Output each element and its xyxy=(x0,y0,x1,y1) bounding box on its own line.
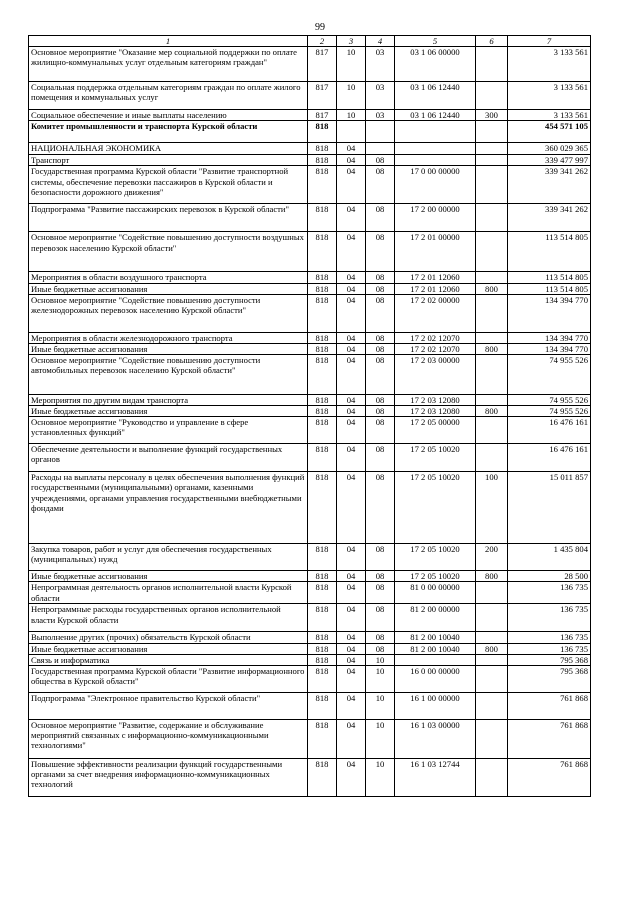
row-csr-cell: 16 0 00 00000 xyxy=(395,665,476,692)
row-name-cell: Расходы на выплаты персоналу в целях обеспечения выполнения функций государственными (муниципальными) органами, казенными учреждениями, органами управления государственными внебюджетными фондами xyxy=(29,472,308,544)
row-csr-cell xyxy=(395,143,476,155)
row-vr-cell xyxy=(476,294,508,332)
table-row xyxy=(29,332,591,343)
table-row xyxy=(29,654,591,665)
row-vr-cell xyxy=(476,758,508,796)
row-pr-cell: 08 xyxy=(366,343,395,354)
table-row xyxy=(29,394,591,405)
row-ved-cell: 818 xyxy=(308,283,337,294)
page-number: 99 xyxy=(315,22,325,33)
row-pr-cell: 08 xyxy=(366,406,395,417)
row-pr-cell: 10 xyxy=(366,665,395,692)
row-name-cell: Основное мероприятие "Развитие, содержание и обслуживание мероприятий связанных с информационно-коммуникационными технологиями" xyxy=(29,719,308,758)
row-pr-cell: 08 xyxy=(366,643,395,654)
row-pr-cell: 10 xyxy=(366,719,395,758)
row-pr-cell: 08 xyxy=(366,417,395,444)
row-ved-cell: 818 xyxy=(308,604,337,632)
row-sum-cell: 113 514 805 xyxy=(508,272,591,283)
row-csr-cell: 03 1 06 12440 xyxy=(395,82,476,110)
row-csr-cell: 17 2 03 00000 xyxy=(395,354,476,394)
row-ved-cell: 818 xyxy=(308,294,337,332)
row-vr-cell xyxy=(476,332,508,343)
row-vr-cell xyxy=(476,143,508,155)
row-rz-cell: 04 xyxy=(337,643,366,654)
row-rz-cell: 04 xyxy=(337,332,366,343)
table-row xyxy=(29,166,591,204)
row-ved-cell: 818 xyxy=(308,143,337,155)
row-pr-cell xyxy=(366,143,395,155)
table-row xyxy=(29,472,591,544)
row-pr-cell: 08 xyxy=(366,204,395,232)
row-csr-cell: 17 2 03 12080 xyxy=(395,406,476,417)
row-csr-cell: 81 2 00 10040 xyxy=(395,632,476,643)
row-name-cell: Основное мероприятие "Содействие повышению доступности автомобильных перевозок населению Курской области" xyxy=(29,354,308,394)
row-vr-cell xyxy=(476,204,508,232)
row-sum-cell: 795 368 xyxy=(508,654,591,665)
row-name-cell: Связь и информатика xyxy=(29,654,308,665)
row-rz-cell: 04 xyxy=(337,343,366,354)
row-name-cell: Выполнение других (прочих) обязательств Курской области xyxy=(29,632,308,643)
row-ved-cell: 818 xyxy=(308,272,337,283)
row-vr-cell: 800 xyxy=(476,283,508,294)
row-vr-cell xyxy=(476,47,508,82)
row-sum-cell: 134 394 770 xyxy=(508,343,591,354)
row-vr-cell xyxy=(476,632,508,643)
row-vr-cell xyxy=(476,665,508,692)
row-csr-cell: 17 2 05 10020 xyxy=(395,571,476,582)
row-csr-cell: 17 2 05 00000 xyxy=(395,417,476,444)
row-ved-cell: 818 xyxy=(308,354,337,394)
row-name-cell: Иные бюджетные ассигнования xyxy=(29,343,308,354)
row-rz-cell: 04 xyxy=(337,604,366,632)
table-row xyxy=(29,406,591,417)
row-name-cell: Повышение эффективности реализации функций государственными органами за счет внедрения информационно-коммуникационных технологий xyxy=(29,758,308,796)
row-vr-cell xyxy=(476,444,508,472)
table-row xyxy=(29,47,591,82)
header-cell: 3 xyxy=(337,36,366,47)
row-rz-cell: 04 xyxy=(337,406,366,417)
table-row xyxy=(29,544,591,571)
row-sum-cell: 15 011 857 xyxy=(508,472,591,544)
row-csr-cell xyxy=(395,121,476,143)
header-cell: 2 xyxy=(308,36,337,47)
row-vr-cell xyxy=(476,166,508,204)
table-row xyxy=(29,444,591,472)
row-rz-cell: 04 xyxy=(337,444,366,472)
row-pr-cell: 08 xyxy=(366,354,395,394)
table-row xyxy=(29,204,591,232)
row-vr-cell xyxy=(476,692,508,719)
row-csr-cell: 17 2 01 00000 xyxy=(395,232,476,272)
row-csr-cell: 17 0 00 00000 xyxy=(395,166,476,204)
row-vr-cell xyxy=(476,354,508,394)
table-row xyxy=(29,343,591,354)
table-row xyxy=(29,582,591,604)
row-ved-cell: 818 xyxy=(308,654,337,665)
row-sum-cell: 28 500 xyxy=(508,571,591,582)
row-ved-cell: 818 xyxy=(308,643,337,654)
row-name-cell: Непрограммные расходы государственных органов исполнительной власти Курской области xyxy=(29,604,308,632)
row-csr-cell: 17 2 03 12080 xyxy=(395,394,476,405)
row-vr-cell: 800 xyxy=(476,643,508,654)
row-pr-cell: 08 xyxy=(366,166,395,204)
row-vr-cell: 800 xyxy=(476,406,508,417)
row-ved-cell: 817 xyxy=(308,110,337,121)
row-ved-cell: 818 xyxy=(308,472,337,544)
row-name-cell: Мероприятия по другим видам транспорта xyxy=(29,394,308,405)
row-pr-cell: 08 xyxy=(366,283,395,294)
row-name-cell: Социальное обеспечение и иные выплаты населению xyxy=(29,110,308,121)
table-row xyxy=(29,665,591,692)
table-row xyxy=(29,417,591,444)
table-row xyxy=(29,604,591,632)
row-pr-cell: 08 xyxy=(366,272,395,283)
row-sum-cell: 136 735 xyxy=(508,604,591,632)
row-sum-cell: 134 394 770 xyxy=(508,332,591,343)
row-sum-cell: 74 955 526 xyxy=(508,406,591,417)
row-rz-cell: 04 xyxy=(337,692,366,719)
row-name-cell: Основное мероприятие "Оказание мер социальной поддержки по оплате жилищно-коммунальных услуг отдельным категориям граждан" xyxy=(29,47,308,82)
row-vr-cell xyxy=(476,417,508,444)
row-vr-cell xyxy=(476,272,508,283)
row-name-cell: Основное мероприятие "Содействие повышению доступности воздушных перевозок населению Курской области" xyxy=(29,232,308,272)
table-row xyxy=(29,643,591,654)
header-cell: 4 xyxy=(366,36,395,47)
row-vr-cell: 300 xyxy=(476,110,508,121)
row-csr-cell: 16 1 03 00000 xyxy=(395,719,476,758)
row-sum-cell: 339 341 262 xyxy=(508,166,591,204)
row-csr-cell: 17 2 02 12070 xyxy=(395,332,476,343)
table-row xyxy=(29,232,591,272)
row-pr-cell xyxy=(366,121,395,143)
row-pr-cell: 08 xyxy=(366,632,395,643)
row-pr-cell: 10 xyxy=(366,758,395,796)
row-vr-cell: 100 xyxy=(476,472,508,544)
row-vr-cell xyxy=(476,719,508,758)
row-ved-cell: 818 xyxy=(308,121,337,143)
header-cell: 6 xyxy=(476,36,508,47)
row-pr-cell: 08 xyxy=(366,155,395,166)
table-row xyxy=(29,82,591,110)
row-vr-cell xyxy=(476,394,508,405)
row-sum-cell: 136 735 xyxy=(508,582,591,604)
row-rz-cell: 04 xyxy=(337,417,366,444)
row-name-cell: Иные бюджетные ассигнования xyxy=(29,643,308,654)
row-vr-cell xyxy=(476,582,508,604)
row-rz-cell xyxy=(337,121,366,143)
row-pr-cell: 03 xyxy=(366,110,395,121)
row-ved-cell: 818 xyxy=(308,417,337,444)
row-name-cell: Иные бюджетные ассигнования xyxy=(29,283,308,294)
row-sum-cell: 795 368 xyxy=(508,665,591,692)
row-rz-cell: 04 xyxy=(337,204,366,232)
row-name-cell: Закупка товаров, работ и услуг для обеспечения государственных (муниципальных) нужд xyxy=(29,544,308,571)
row-rz-cell: 04 xyxy=(337,143,366,155)
table-row xyxy=(29,632,591,643)
table-row xyxy=(29,110,591,121)
row-vr-cell: 800 xyxy=(476,343,508,354)
row-rz-cell: 10 xyxy=(337,110,366,121)
row-vr-cell xyxy=(476,82,508,110)
row-pr-cell: 08 xyxy=(366,604,395,632)
row-rz-cell: 04 xyxy=(337,472,366,544)
row-sum-cell: 16 476 161 xyxy=(508,417,591,444)
table-row xyxy=(29,121,591,143)
row-pr-cell: 08 xyxy=(366,294,395,332)
row-ved-cell: 818 xyxy=(308,719,337,758)
row-rz-cell: 04 xyxy=(337,294,366,332)
row-rz-cell: 04 xyxy=(337,758,366,796)
row-sum-cell: 3 133 561 xyxy=(508,47,591,82)
row-rz-cell: 04 xyxy=(337,354,366,394)
row-rz-cell: 04 xyxy=(337,166,366,204)
table-row xyxy=(29,294,591,332)
row-sum-cell: 1 435 804 xyxy=(508,544,591,571)
row-csr-cell: 17 2 01 12060 xyxy=(395,272,476,283)
row-rz-cell: 10 xyxy=(337,82,366,110)
row-ved-cell: 818 xyxy=(308,444,337,472)
row-sum-cell: 113 514 805 xyxy=(508,283,591,294)
row-ved-cell: 817 xyxy=(308,82,337,110)
row-name-cell: Социальная поддержка отдельным категориям граждан по оплате жилого помещения и коммунальных услуг xyxy=(29,82,308,110)
table-row xyxy=(29,155,591,166)
row-rz-cell: 04 xyxy=(337,283,366,294)
budget-table xyxy=(28,35,591,797)
row-rz-cell: 04 xyxy=(337,232,366,272)
table-row xyxy=(29,272,591,283)
row-rz-cell: 04 xyxy=(337,582,366,604)
row-name-cell: Государственная программа Курской области "Развитие транспортной системы, обеспечение перевозки пассажиров в Курской области и безопасности дорожного движения" xyxy=(29,166,308,204)
row-rz-cell: 04 xyxy=(337,394,366,405)
table-row xyxy=(29,283,591,294)
row-sum-cell: 136 735 xyxy=(508,643,591,654)
table-row xyxy=(29,354,591,394)
row-vr-cell xyxy=(476,604,508,632)
row-rz-cell: 04 xyxy=(337,719,366,758)
row-ved-cell: 818 xyxy=(308,665,337,692)
row-csr-cell: 03 1 06 12440 xyxy=(395,110,476,121)
row-pr-cell: 03 xyxy=(366,82,395,110)
row-ved-cell: 818 xyxy=(308,332,337,343)
row-rz-cell: 10 xyxy=(337,47,366,82)
row-ved-cell: 818 xyxy=(308,394,337,405)
row-pr-cell: 08 xyxy=(366,394,395,405)
row-name-cell: Основное мероприятие "Содействие повышению доступности железнодорожных перевозок населению Курской области" xyxy=(29,294,308,332)
row-ved-cell: 818 xyxy=(308,166,337,204)
row-ved-cell: 818 xyxy=(308,632,337,643)
row-sum-cell: 74 955 526 xyxy=(508,354,591,394)
row-sum-cell: 454 571 105 xyxy=(508,121,591,143)
row-sum-cell: 134 394 770 xyxy=(508,294,591,332)
row-csr-cell: 17 2 02 00000 xyxy=(395,294,476,332)
row-ved-cell: 818 xyxy=(308,758,337,796)
row-sum-cell: 339 341 262 xyxy=(508,204,591,232)
header-cell: 5 xyxy=(395,36,476,47)
row-pr-cell: 08 xyxy=(366,571,395,582)
row-pr-cell: 03 xyxy=(366,47,395,82)
row-sum-cell: 360 029 365 xyxy=(508,143,591,155)
header-cell: 1 xyxy=(29,36,308,47)
row-ved-cell: 818 xyxy=(308,692,337,719)
row-vr-cell xyxy=(476,232,508,272)
row-sum-cell: 16 476 161 xyxy=(508,444,591,472)
row-name-cell: Основное мероприятие "Руководство и управление в сфере установленных функций" xyxy=(29,417,308,444)
row-pr-cell: 08 xyxy=(366,332,395,343)
row-csr-cell: 81 2 00 00000 xyxy=(395,604,476,632)
header-row xyxy=(29,36,591,47)
row-sum-cell: 74 955 526 xyxy=(508,394,591,405)
row-pr-cell: 08 xyxy=(366,472,395,544)
row-sum-cell: 761 868 xyxy=(508,719,591,758)
row-vr-cell: 200 xyxy=(476,544,508,571)
row-sum-cell: 339 477 997 xyxy=(508,155,591,166)
row-csr-cell: 17 2 05 10020 xyxy=(395,472,476,544)
row-vr-cell xyxy=(476,155,508,166)
row-name-cell: Непрограммная деятельность органов исполнительной власти Курской области xyxy=(29,582,308,604)
row-csr-cell: 17 2 00 00000 xyxy=(395,204,476,232)
row-rz-cell: 04 xyxy=(337,665,366,692)
row-pr-cell: 08 xyxy=(366,444,395,472)
table-row xyxy=(29,571,591,582)
row-sum-cell: 113 514 805 xyxy=(508,232,591,272)
row-name-cell: Транспорт xyxy=(29,155,308,166)
row-pr-cell: 08 xyxy=(366,544,395,571)
row-ved-cell: 818 xyxy=(308,343,337,354)
row-csr-cell: 17 2 01 12060 xyxy=(395,283,476,294)
row-name-cell: Мероприятия в области воздушного транспорта xyxy=(29,272,308,283)
row-name-cell: НАЦИОНАЛЬНАЯ ЭКОНОМИКА xyxy=(29,143,308,155)
row-vr-cell xyxy=(476,654,508,665)
row-ved-cell: 818 xyxy=(308,155,337,166)
row-sum-cell: 761 868 xyxy=(508,692,591,719)
row-sum-cell: 136 735 xyxy=(508,632,591,643)
row-name-cell: Государственная программа Курской области "Развитие информационного общества в Курской области" xyxy=(29,665,308,692)
row-name-cell: Обеспечение деятельности и выполнение функций государственных органов xyxy=(29,444,308,472)
row-name-cell: Подпрограмма "Электронное правительство Курской области" xyxy=(29,692,308,719)
row-ved-cell: 818 xyxy=(308,571,337,582)
row-ved-cell: 818 xyxy=(308,406,337,417)
row-csr-cell: 81 2 00 10040 xyxy=(395,643,476,654)
row-ved-cell: 818 xyxy=(308,544,337,571)
row-sum-cell: 761 868 xyxy=(508,758,591,796)
row-sum-cell: 3 133 561 xyxy=(508,82,591,110)
row-pr-cell: 08 xyxy=(366,582,395,604)
table-row xyxy=(29,143,591,155)
row-name-cell: Мероприятия в области железнодорожного транспорта xyxy=(29,332,308,343)
table-row xyxy=(29,692,591,719)
row-csr-cell: 81 0 00 00000 xyxy=(395,582,476,604)
row-sum-cell: 3 133 561 xyxy=(508,110,591,121)
row-pr-cell: 10 xyxy=(366,654,395,665)
table-row xyxy=(29,758,591,796)
row-rz-cell: 04 xyxy=(337,272,366,283)
row-rz-cell: 04 xyxy=(337,654,366,665)
row-csr-cell xyxy=(395,155,476,166)
row-rz-cell: 04 xyxy=(337,544,366,571)
row-rz-cell: 04 xyxy=(337,571,366,582)
row-pr-cell: 08 xyxy=(366,232,395,272)
row-vr-cell: 800 xyxy=(476,571,508,582)
header-cell: 7 xyxy=(508,36,591,47)
row-csr-cell: 17 2 05 10020 xyxy=(395,444,476,472)
row-name-cell: Подпрограмма "Развитие пассажирских перевозок в Курской области" xyxy=(29,204,308,232)
row-name-cell: Иные бюджетные ассигнования xyxy=(29,406,308,417)
row-csr-cell: 17 2 05 10020 xyxy=(395,544,476,571)
row-csr-cell xyxy=(395,654,476,665)
row-name-cell: Комитет промышленности и транспорта Курской области xyxy=(29,121,308,143)
row-csr-cell: 03 1 06 00000 xyxy=(395,47,476,82)
row-rz-cell: 04 xyxy=(337,632,366,643)
row-rz-cell: 04 xyxy=(337,155,366,166)
row-ved-cell: 818 xyxy=(308,204,337,232)
row-csr-cell: 16 1 00 00000 xyxy=(395,692,476,719)
row-csr-cell: 16 1 03 12744 xyxy=(395,758,476,796)
row-ved-cell: 818 xyxy=(308,582,337,604)
row-ved-cell: 818 xyxy=(308,232,337,272)
table-row xyxy=(29,719,591,758)
row-name-cell: Иные бюджетные ассигнования xyxy=(29,571,308,582)
row-vr-cell xyxy=(476,121,508,143)
row-csr-cell: 17 2 02 12070 xyxy=(395,343,476,354)
row-pr-cell: 10 xyxy=(366,692,395,719)
row-ved-cell: 817 xyxy=(308,47,337,82)
